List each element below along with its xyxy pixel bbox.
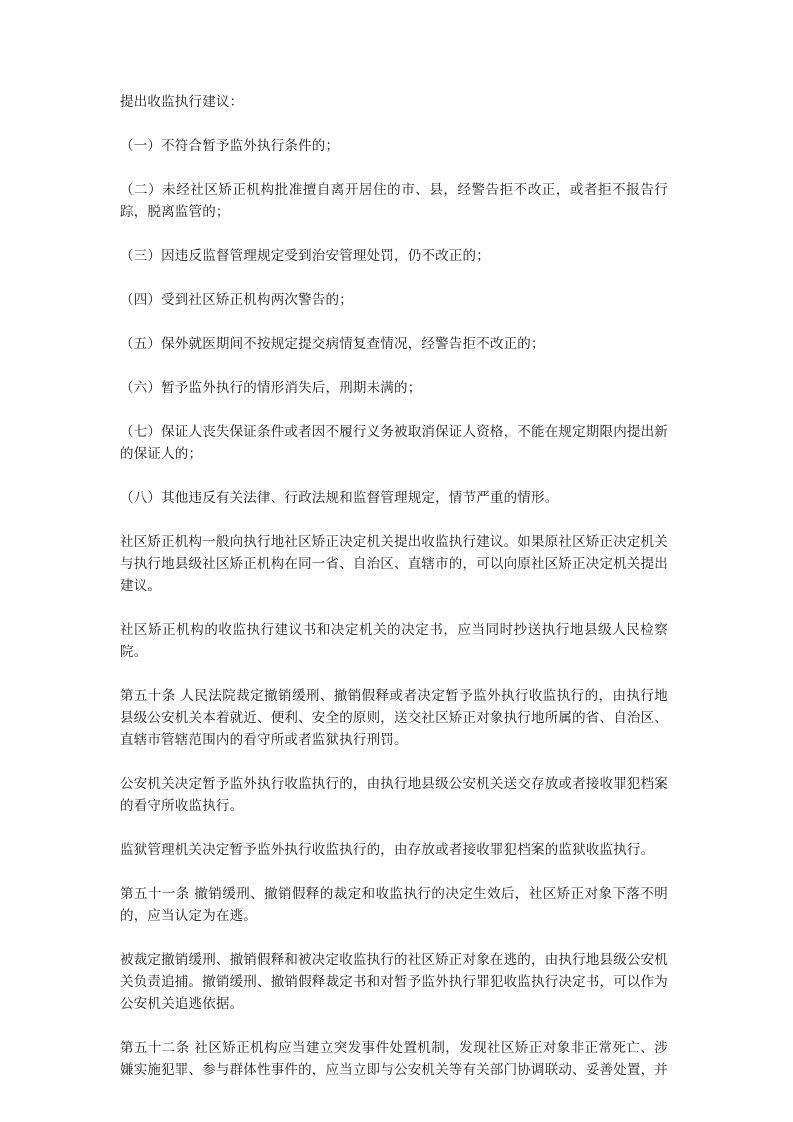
paragraph-article-51: 第五十一条 撤销缓刑、撤销假释的裁定和收监执行的决定生效后，社区矫正对象下落不明的，应当认定为在逃。 (120, 886, 668, 924)
paragraph-item-7: （七）保证人丧失保证条件或者因不履行义务被取消保证人资格，不能在规定期限内提出新的保证人的； (120, 424, 668, 462)
paragraph-item-2: （二）未经社区矫正机构批准擅自离开居住的市、县，经警告拒不改正，或者拒不报告行踪，脱离监管的； (120, 182, 668, 220)
paragraph-item-8: （八）其他违反有关法律、行政法规和监督管理规定，情节严重的情形。 (120, 490, 559, 506)
paragraph-prison-admin: 监狱管理机关决定暂予监外执行收监执行的，由存放或者接收罪犯档案的监狱收监执行。 (120, 842, 655, 858)
paragraph-item-1: （一）不符合暂予监外执行条件的； (120, 138, 340, 154)
paragraph-intro: 提出收监执行建议： (120, 94, 244, 110)
paragraph-public-security: 公安机关决定暂予监外执行收监执行的，由执行地县级公安机关送交存放或者接收罪犯档案的看守所收监执行。 (120, 776, 668, 814)
paragraph-article-52: 第五十二条 社区矫正机构应当建立突发事件处置机制，发现社区矫正对象非正常死亡、涉嫌实施犯罪、参与群体性事件的，应当立即与公安机关等有关部门协调联动、妥善处置，并 (120, 1040, 668, 1078)
paragraph-pursuit: 被裁定撤销缓刑、撤销假释和被决定收监执行的社区矫正对象在逃的，由执行地县级公安机关负责追捕。撤销缓刑、撤销假释裁定书和对暂予监外执行罪犯收监执行决定书，可以作为公安机关追逃依据。 (120, 952, 668, 1012)
paragraph-recommendation: 社区矫正机构一般向执行地社区矫正决定机关提出收监执行建议。如果原社区矫正决定机关与执行地县级社区矫正机构在同一省、自治区、直辖市的，可以向原社区矫正决定机关提出建议。 (120, 534, 668, 594)
paragraph-item-6: （六）暂予监外执行的情形消失后，刑期未满的； (120, 380, 422, 396)
paragraph-item-5: （五）保外就医期间不按规定提交病情复查情况，经警告拒不改正的； (120, 336, 545, 352)
paragraph-article-50: 第五十条 人民法院裁定撤销缓刑、撤销假释或者决定暂予监外执行收监执行的，由执行地县级公安机关本着就近、便利、安全的原则，送交社区矫正对象执行地所属的省、自治区、直辖市管辖范围内的看守所或者监狱执行刑罚。 (120, 688, 668, 748)
paragraph-item-4: （四）受到社区矫正机构两次警告的； (120, 292, 353, 308)
document-body (120, 91, 668, 1103)
paragraph-item-3: （三）因违反监督管理规定受到治安管理处罚，仍不改正的； (120, 248, 490, 264)
paragraph-copy-procuratorate: 社区矫正机构的收监执行建议书和决定机关的决定书，应当同时抄送执行地县级人民检察院。 (120, 622, 668, 660)
